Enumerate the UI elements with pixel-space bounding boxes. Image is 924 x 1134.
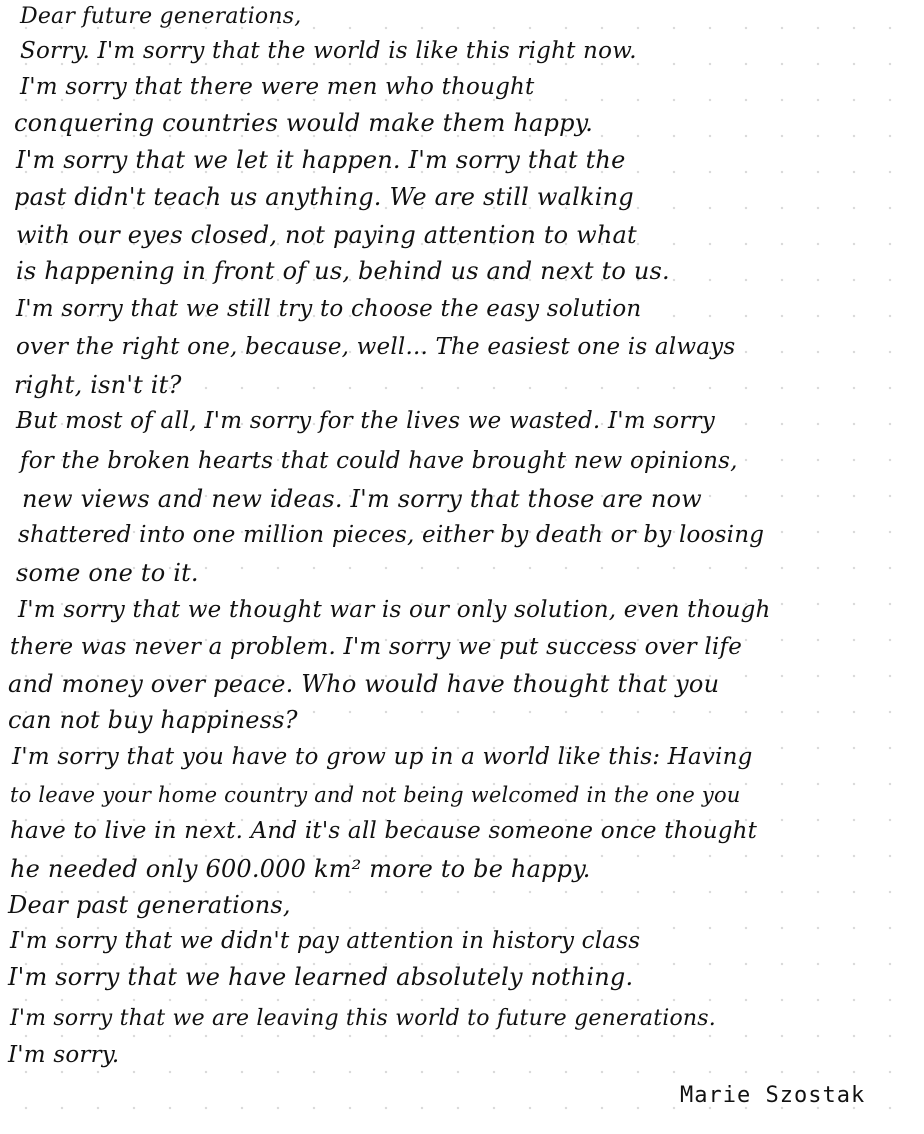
letter-line: I'm sorry. <box>8 1042 120 1068</box>
letter-line: is happening in front of us, behind us and next to us. <box>16 257 670 285</box>
letter-line: Dear past generations, <box>8 891 291 919</box>
letter-line: and money over peace. Who would have thought that you <box>8 670 720 698</box>
letter-line: there was never a problem. I'm sorry we put success over life <box>10 634 743 660</box>
letter-line: can not buy happiness? <box>8 706 298 734</box>
letter-line: Dear future generations, <box>20 4 302 29</box>
letter-line: shattered into one million pieces, either by death or by loosing <box>18 522 765 548</box>
letter-line: I'm sorry that we are leaving this world to future generations. <box>10 1006 716 1031</box>
letter-line: with our eyes closed, not paying attention to what <box>16 221 637 249</box>
letter-line: for the broken hearts that could have brought new opinions, <box>20 448 738 474</box>
letter-line: right, isn't it? <box>14 371 182 399</box>
letter-line: I'm sorry that we thought war is our only solution, even though <box>18 597 771 623</box>
letter-line: conquering countries would make them happy. <box>14 109 594 137</box>
letter-line: some one to it. <box>16 559 199 587</box>
letter-line: Sorry. I'm sorry that the world is like this right now. <box>20 38 637 64</box>
signature: Marie Szostak <box>680 1083 866 1108</box>
letter-line: past didn't teach us anything. We are still walking <box>14 183 634 211</box>
letter-line: to leave your home country and not being welcomed in the one you <box>10 783 741 807</box>
letter-line: But most of all, I'm sorry for the lives we wasted. I'm sorry <box>16 408 715 434</box>
letter-line: over the right one, because, well... The easiest one is always <box>16 334 736 360</box>
letter-line: I'm sorry that there were men who thought <box>20 74 535 100</box>
letter-line: he needed only 600.000 km² more to be happy. <box>10 855 591 883</box>
letter-line: I'm sorry that we didn't pay attention in history class <box>10 928 641 954</box>
letter-line: I'm sorry that we still try to choose the easy solution <box>16 296 642 322</box>
letter-line: have to live in next. And it's all because someone once thought <box>10 818 758 844</box>
letter-line: I'm sorry that we have learned absolutely nothing. <box>8 963 634 991</box>
letter-line: I'm sorry that we let it happen. I'm sorry that the <box>16 146 626 174</box>
letter-line: new views and new ideas. I'm sorry that those are now <box>22 485 702 513</box>
letter-line: I'm sorry that you have to grow up in a world like this: Having <box>12 744 753 770</box>
